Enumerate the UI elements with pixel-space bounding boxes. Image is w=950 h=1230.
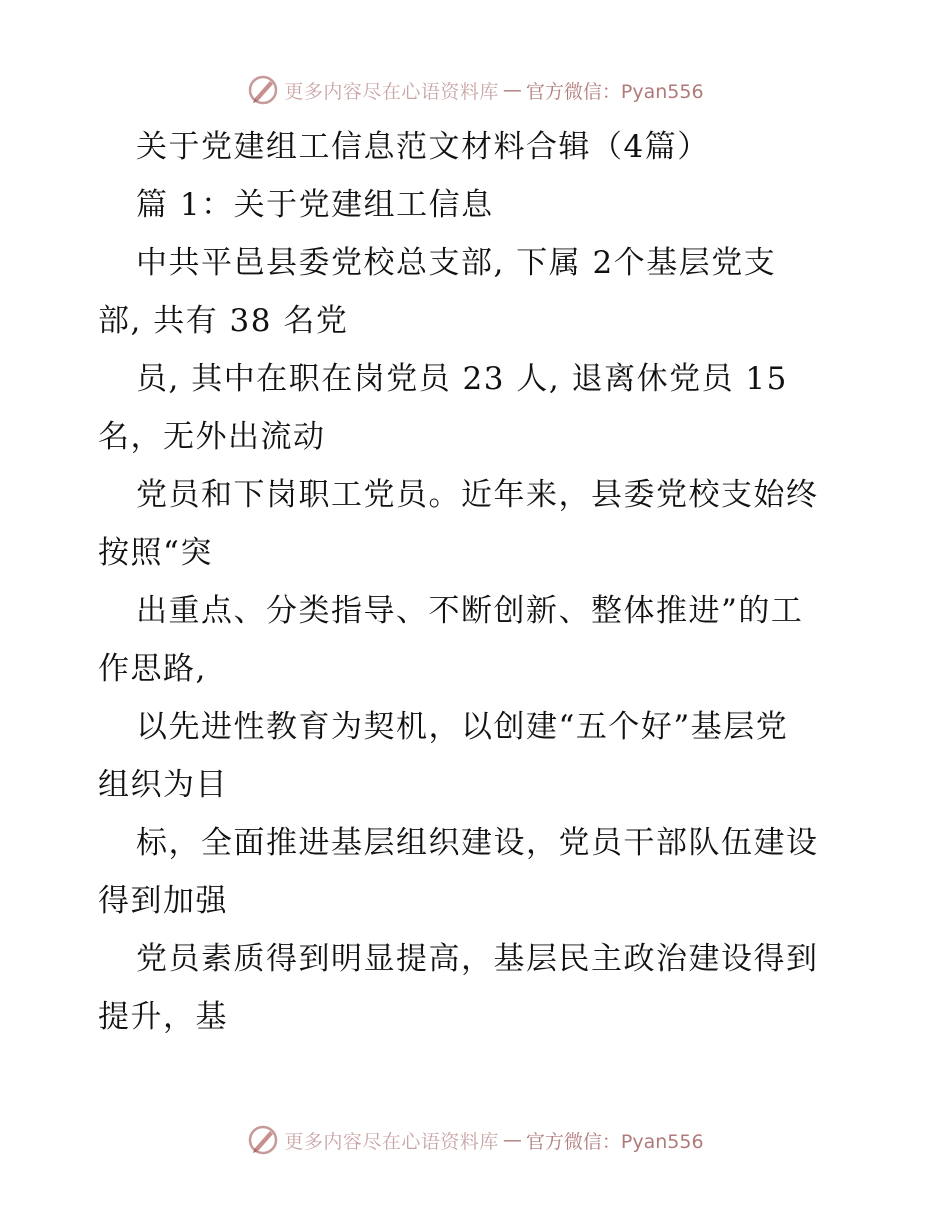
doc-line: 员, 其中在职在岗党员 23 人, 退离休党员 15 [136, 361, 788, 397]
watermark-group [246, 73, 703, 107]
watermark-separator: — [502, 1129, 522, 1151]
doc-line: 作思路, [98, 651, 207, 687]
doc-line: 以先进性教育为契机，以创建“五个好”基层党 [136, 709, 789, 745]
doc-line: 部, 共有 38 名党 [98, 303, 349, 339]
doc-line: 党员素质得到明显提高，基层民主政治建设得到 [136, 941, 819, 977]
pen-circle-logo-icon [246, 73, 280, 107]
watermark-contact: 官方微信：Pyan556 [525, 80, 704, 103]
watermark-contact: 官方微信：Pyan556 [525, 1130, 704, 1153]
doc-line: 得到加强 [98, 883, 228, 919]
doc-line: 标，全面推进基层组织建设，党员干部队伍建设 [136, 825, 819, 861]
doc-line: 按照“突 [98, 535, 213, 571]
doc-line: 提升，基 [98, 999, 228, 1035]
watermark-separator: — [502, 79, 522, 101]
document-body [98, 118, 858, 1046]
doc-line: 党员和下岗职工党员。近年来，县委党校支始终 [136, 477, 819, 513]
pen-circle-logo-icon [246, 1123, 280, 1157]
doc-line: 组织为目 [98, 767, 228, 803]
header-watermark [0, 70, 950, 110]
doc-line: 名，无外出流动 [98, 419, 326, 455]
watermark-group [246, 1123, 703, 1157]
doc-line: 篇 1：关于党建组工信息 [136, 187, 494, 223]
doc-line: 出重点、分类指导、不断创新、整体推进”的工 [136, 593, 804, 629]
watermark-text: 更多内容尽在心语资料库 [284, 1130, 499, 1153]
footer-watermark [0, 1120, 950, 1160]
doc-line: 中共平邑县委党校总支部, 下属 2个基层党支 [136, 245, 777, 281]
doc-line: 关于党建组工信息范文材料合辑（4篇） [136, 129, 710, 165]
watermark-text: 更多内容尽在心语资料库 [284, 80, 499, 103]
